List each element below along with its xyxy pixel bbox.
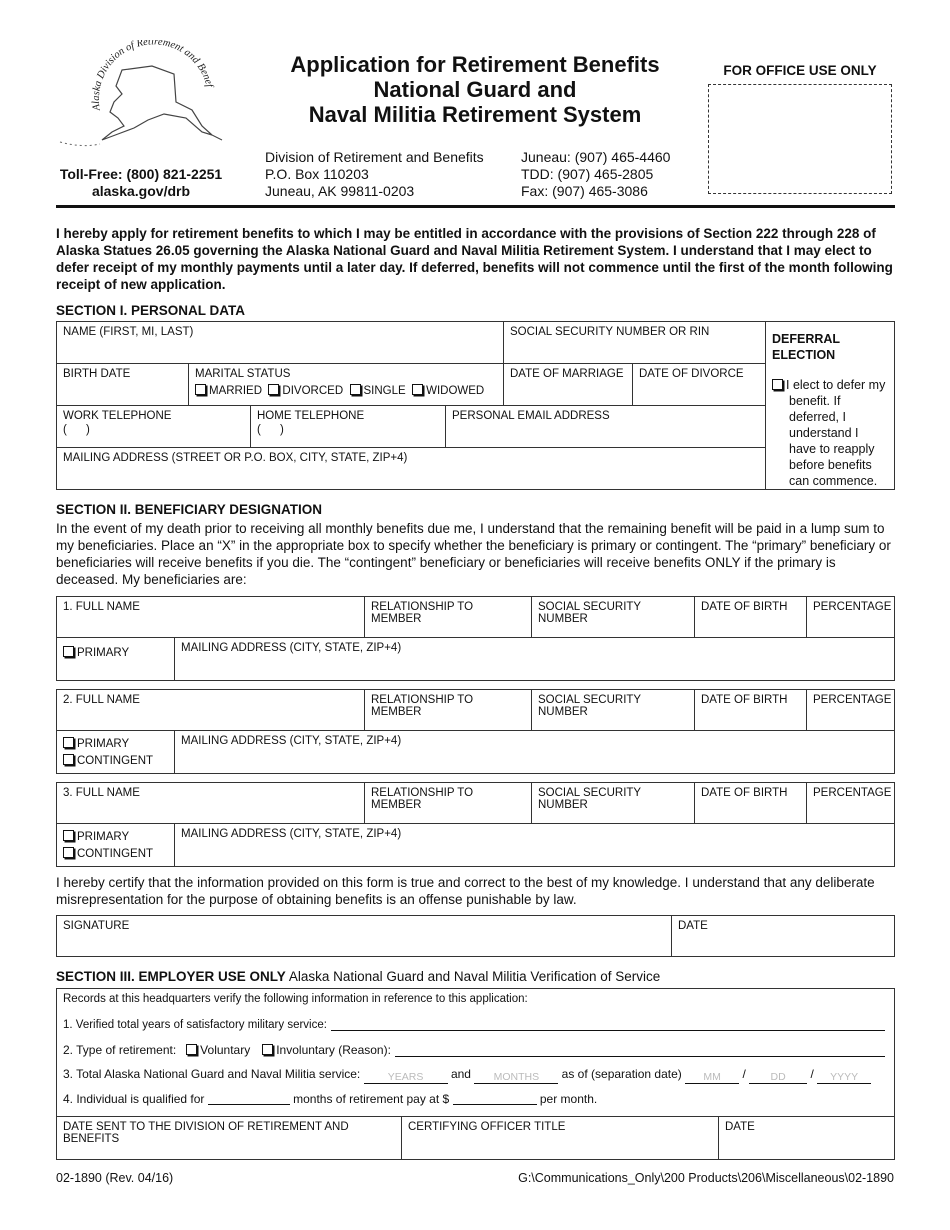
- relationship-label: RELATIONSHIP TO MEMBER: [371, 694, 474, 718]
- beneficiary-3-name-label: 3. FULL NAME: [63, 787, 140, 799]
- beneficiary-2-primary-checkbox[interactable]: [63, 737, 74, 748]
- name-field[interactable]: [57, 322, 504, 364]
- deferral-text-1: I elect to defer my: [786, 378, 886, 392]
- line-3-label: 3. Total Alaska National Guard and Naval Militia service:: [63, 1067, 361, 1081]
- section-2-text: In the event of my death prior to receiving all monthly benefits due me, I understand that the remaining benefit will be paid in a lump sum to my beneficiaries. Place an “X” in the appropriate box to specify whether the beneficiary is primary or contingent. The “primary” beneficiary or beneficiaries will receive benefits if you die. The “contingent” beneficiary or beneficiaries will receive benefits ONLY if the primary is deceased. My beneficiaries are:: [56, 521, 891, 587]
- seal-text: Alaska Division of Retirement and Benef: [90, 40, 215, 112]
- line-1: [63, 1018, 885, 1031]
- beneficiary-1-primary-checkbox[interactable]: [63, 646, 74, 657]
- voluntary-label: Voluntary: [200, 1043, 251, 1057]
- beneficiary-3-name-field[interactable]: [57, 783, 365, 824]
- email-label: PERSONAL EMAIL ADDRESS: [452, 410, 610, 422]
- married-checkbox[interactable]: [195, 384, 206, 395]
- form-number: 02-1890 (Rev. 04/16): [56, 1171, 174, 1185]
- divorced-label: DIVORCED: [282, 385, 344, 397]
- single-label: SINGLE: [363, 385, 406, 397]
- ssn-field[interactable]: [504, 322, 766, 364]
- involuntary-label: Involuntary (Reason):: [276, 1043, 391, 1057]
- divorced-checkbox[interactable]: [268, 384, 279, 395]
- primary-label: PRIMARY: [77, 738, 130, 750]
- mailing-label: MAILING ADDRESS (CITY, STATE, ZIP+4): [181, 828, 402, 840]
- date-sent-label: DATE SENT TO THE DIVISION OF RETIREMENT AND BENEFITS: [63, 1121, 349, 1145]
- title-line-3: Naval Militia Retirement System: [308, 102, 642, 127]
- beneficiary-2-ssn-field[interactable]: [532, 690, 695, 731]
- section-3-title: SECTION III. EMPLOYER USE ONLY: [56, 969, 286, 984]
- home-telephone-field[interactable]: [251, 406, 446, 448]
- form-title: [255, 52, 695, 127]
- beneficiary-3-percentage-field[interactable]: [807, 783, 894, 824]
- signature-row: [56, 915, 895, 957]
- address-line-3: Juneau, AK 99811-0203: [265, 183, 415, 199]
- signature-date-label: DATE: [678, 920, 708, 932]
- years-input[interactable]: YEARS: [364, 1071, 448, 1084]
- mailing-label: MAILING ADDRESS (CITY, STATE, ZIP+4): [181, 735, 402, 747]
- beneficiary-3-contingent-checkbox[interactable]: [63, 847, 74, 858]
- beneficiary-3-relationship-field[interactable]: [365, 783, 532, 824]
- home-telephone-paren: ( ): [257, 424, 284, 436]
- percentage-label: PERCENTAGE: [813, 787, 892, 799]
- officer-title-field[interactable]: [402, 1117, 719, 1160]
- date-sent-field[interactable]: [57, 1117, 402, 1160]
- widowed-checkbox[interactable]: [412, 384, 423, 395]
- beneficiary-3-mailing-field[interactable]: [175, 824, 894, 866]
- beneficiary-1: [56, 596, 895, 681]
- qualified-months-input[interactable]: [208, 1092, 290, 1105]
- employer-verification: [56, 988, 895, 1160]
- beneficiary-1-ssn-field[interactable]: [532, 597, 695, 638]
- beneficiary-3-ssn-field[interactable]: [532, 783, 695, 824]
- beneficiary-2-mailing-field[interactable]: [175, 731, 894, 773]
- mailing-address-field[interactable]: [57, 448, 766, 489]
- marital-status-field: [189, 364, 504, 406]
- section-2-title: SECTION II. BENEFICIARY DESIGNATION: [56, 502, 323, 517]
- beneficiary-2-name-label: 2. FULL NAME: [63, 694, 140, 706]
- percentage-label: PERCENTAGE: [813, 601, 892, 613]
- toll-free: Toll-Free: (800) 821-2251: [59, 166, 223, 182]
- beneficiary-3-dob-field[interactable]: [695, 783, 807, 824]
- voluntary-checkbox[interactable]: [186, 1044, 197, 1055]
- signature-date-field[interactable]: [672, 916, 894, 956]
- signature-label: SIGNATURE: [63, 920, 130, 932]
- section-3-subtitle: Alaska National Guard and Naval Militia Verification of Service: [288, 969, 661, 984]
- date-slash-2: /: [810, 1067, 814, 1081]
- work-telephone-label: WORK TELEPHONE: [63, 410, 172, 422]
- relationship-label: RELATIONSHIP TO MEMBER: [371, 787, 474, 811]
- beneficiary-1-name-label: 1. FULL NAME: [63, 601, 140, 613]
- work-telephone-field[interactable]: [57, 406, 251, 448]
- work-telephone-paren: ( ): [63, 424, 90, 436]
- percentage-label: PERCENTAGE: [813, 694, 892, 706]
- ssn-label: SOCIAL SECURITY NUMBER: [538, 694, 641, 718]
- single-checkbox[interactable]: [350, 384, 361, 395]
- beneficiary-1-relationship-field[interactable]: [365, 597, 532, 638]
- phone-juneau: Juneau: (907) 465-4460: [521, 149, 671, 165]
- line-4-per-month-label: per month.: [539, 1092, 598, 1106]
- primary-label: PRIMARY: [77, 647, 130, 659]
- beneficiary-2-percentage-field[interactable]: [807, 690, 894, 731]
- records-text: Records at this headquarters verify the following information in reference to this application:: [63, 993, 528, 1005]
- and-label: and: [450, 1067, 471, 1081]
- beneficiary-2-relationship-field[interactable]: [365, 690, 532, 731]
- beneficiary-1-percentage-field[interactable]: [807, 597, 894, 638]
- address-line-2: P.O. Box 110203: [265, 166, 369, 182]
- contingent-label: CONTINGENT: [77, 755, 154, 767]
- verification-date-label: DATE: [725, 1121, 755, 1133]
- section-3-heading: [56, 969, 660, 984]
- email-field[interactable]: [446, 406, 766, 448]
- involuntary-reason-input[interactable]: [395, 1044, 885, 1057]
- officer-title-label: CERTIFYING OFFICER TITLE: [408, 1121, 566, 1133]
- dob-label: DATE OF BIRTH: [701, 787, 788, 799]
- birth-date-field[interactable]: [57, 364, 189, 406]
- line-2: [63, 1043, 885, 1057]
- beneficiary-2-type: [57, 731, 175, 773]
- beneficiary-1-name-field[interactable]: [57, 597, 365, 638]
- office-use-box: [708, 84, 892, 194]
- line-4-label: 4. Individual is qualified for: [63, 1092, 205, 1106]
- name-label: NAME (FIRST, MI, LAST): [63, 326, 194, 338]
- deferral-text-2: benefit. If deferred, I understand I have to reapply before benefits can commence.: [789, 394, 878, 488]
- separation-month-input[interactable]: MM: [685, 1071, 739, 1084]
- line-4-months-label: months of retirement pay at $: [293, 1092, 450, 1106]
- beneficiary-1-mailing-field[interactable]: [175, 638, 894, 680]
- beneficiary-1-dob-field[interactable]: [695, 597, 807, 638]
- division-phones: [521, 149, 670, 200]
- married-label: MARRIED: [209, 385, 263, 397]
- phone-tdd: TDD: (907) 465-2805: [521, 166, 654, 182]
- line-1-label: 1. Verified total years of satisfactory military service:: [63, 1019, 327, 1031]
- date-divorce-field[interactable]: [633, 364, 766, 406]
- primary-label: PRIMARY: [77, 831, 130, 843]
- office-use-title: FOR OFFICE USE ONLY: [723, 63, 877, 78]
- ssn-label: SOCIAL SECURITY NUMBER OR RIN: [510, 326, 710, 338]
- date-marriage-field[interactable]: [504, 364, 633, 406]
- beneficiary-3: [56, 782, 895, 867]
- date-marriage-label: DATE OF MARRIAGE: [510, 368, 624, 380]
- beneficiary-2: [56, 689, 895, 774]
- signature-field[interactable]: [57, 916, 672, 956]
- deferral-title: DEFERRAL ELECTION: [772, 332, 840, 362]
- ssn-label: SOCIAL SECURITY NUMBER: [538, 601, 641, 625]
- phone-fax: Fax: (907) 465-3086: [521, 183, 648, 199]
- marital-status-label: MARITAL STATUS: [195, 368, 291, 380]
- address-line-1: Division of Retirement and Benefits: [265, 149, 484, 165]
- title-line-2: National Guard and: [373, 77, 577, 102]
- line-2-label: 2. Type of retirement:: [63, 1043, 177, 1057]
- website: alaska.gov/drb: [91, 183, 191, 199]
- agency-seal: [52, 40, 232, 155]
- intro-statement: I hereby apply for retirement benefits to which I may be entitled in accordance with the provisions of Section 222 through 228 of Alaska Statues 26.05 governing the Alaska National Guard and Naval Militia Retirement System. I understand that I may elect to defer receipt of my monthly payments until a later day. If deferred, benefits will not commence until the first of the month following receipt of new application.: [56, 226, 893, 292]
- dob-label: DATE OF BIRTH: [701, 601, 788, 613]
- widowed-label: WIDOWED: [426, 385, 485, 397]
- beneficiary-3-type: [57, 824, 175, 866]
- months-input[interactable]: MONTHS: [474, 1071, 558, 1084]
- birth-date-label: BIRTH DATE: [63, 368, 131, 380]
- beneficiary-1-type: [57, 638, 175, 680]
- line-3: [63, 1067, 885, 1084]
- beneficiary-3-primary-checkbox[interactable]: [63, 830, 74, 841]
- date-divorce-label: DATE OF DIVORCE: [639, 368, 744, 380]
- svg-text:Alaska Division of Retirement: [52, 40, 215, 112]
- personal-data-table: [56, 321, 895, 490]
- date-slash-1: /: [742, 1067, 746, 1081]
- separation-day-input[interactable]: DD: [749, 1071, 807, 1084]
- section-1-title: SECTION I. PERSONAL DATA: [56, 303, 246, 318]
- home-telephone-label: HOME TELEPHONE: [257, 410, 365, 422]
- file-path: G:\Communications_Only\200 Products\206\Miscellaneous\02-1890: [518, 1171, 894, 1185]
- verification-date-field[interactable]: [719, 1117, 894, 1160]
- verified-years-input[interactable]: [331, 1018, 885, 1031]
- beneficiary-2-dob-field[interactable]: [695, 690, 807, 731]
- dob-label: DATE OF BIRTH: [701, 694, 788, 706]
- header-rule: [56, 205, 895, 208]
- line-4: [63, 1092, 597, 1106]
- mailing-address-label: MAILING ADDRESS (STREET OR P.O. BOX, CITY, STATE, ZIP+4): [63, 452, 408, 464]
- as-of-label: as of (separation date): [561, 1067, 682, 1081]
- title-line-1: Application for Retirement Benefits: [290, 52, 660, 77]
- mailing-label: MAILING ADDRESS (CITY, STATE, ZIP+4): [181, 642, 402, 654]
- verification-footer-row: [57, 1116, 894, 1159]
- contingent-label: CONTINGENT: [77, 848, 154, 860]
- relationship-label: RELATIONSHIP TO MEMBER: [371, 601, 474, 625]
- beneficiary-2-contingent-checkbox[interactable]: [63, 754, 74, 765]
- beneficiary-2-name-field[interactable]: [57, 690, 365, 731]
- deferral-checkbox[interactable]: [772, 379, 783, 390]
- deferral-election: [766, 322, 894, 489]
- separation-year-input[interactable]: YYYY: [817, 1071, 871, 1084]
- ssn-label: SOCIAL SECURITY NUMBER: [538, 787, 641, 811]
- monthly-pay-input[interactable]: [453, 1092, 537, 1105]
- involuntary-checkbox[interactable]: [262, 1044, 273, 1055]
- division-address: [265, 149, 484, 200]
- certification-statement: I hereby certify that the information provided on this form is true and correct to the best of my knowledge. I understand that any deliberate misrepresentation for the purpose of obtaining benefits is an offense punishable by law.: [56, 875, 875, 907]
